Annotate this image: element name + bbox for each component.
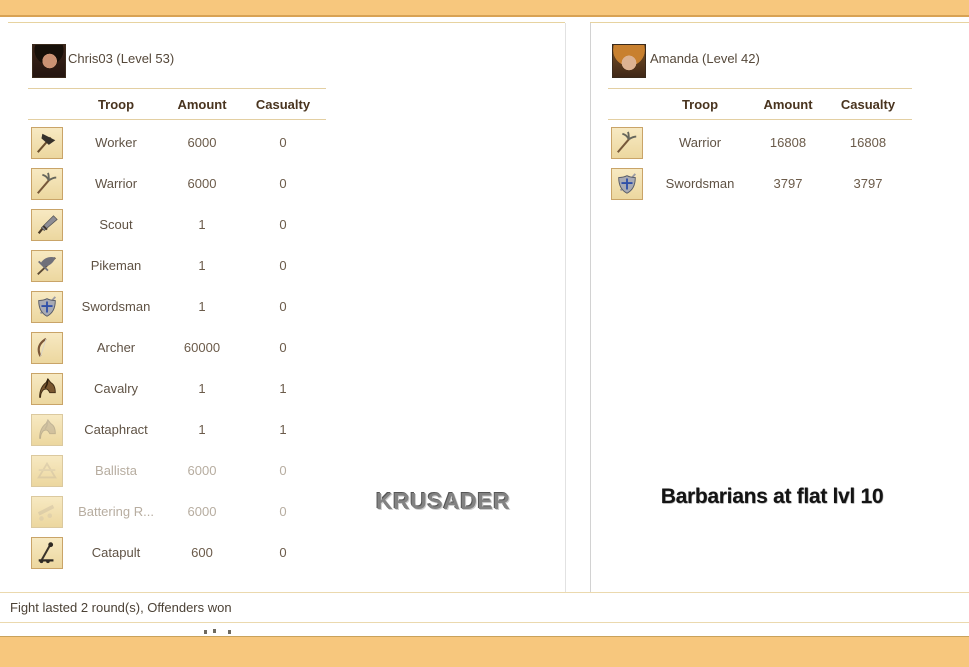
troop-name: Cataphract	[84, 422, 148, 437]
troop-name: Battering R...	[78, 504, 154, 519]
troop-casualty: 0	[279, 217, 287, 232]
clipped-text-artifact	[204, 630, 207, 634]
left-panel-top-border	[8, 22, 565, 23]
troop-casualty: 16808	[849, 135, 887, 150]
troop-amount: 1	[198, 299, 206, 314]
battle-result-text: Fight lasted 2 round(s), Offenders won	[10, 600, 232, 615]
dagger-icon	[31, 209, 63, 241]
battering-ram-icon	[31, 496, 63, 528]
defender-rows	[608, 120, 912, 204]
troop-amount: 16808	[769, 135, 807, 150]
clipped-text-artifact	[213, 629, 216, 633]
watermark-attacker: KRUSADER	[376, 488, 511, 514]
troop-casualty: 0	[279, 135, 287, 150]
defender-avatar	[612, 44, 646, 78]
header-troop: Troop	[97, 96, 135, 112]
troop-name: Catapult	[91, 545, 141, 560]
troop-row	[28, 368, 326, 409]
troop-casualty: 0	[279, 299, 287, 314]
bottom-bar	[0, 636, 969, 667]
troop-casualty: 1	[279, 381, 287, 396]
defender-name: Amanda (Level 42)	[650, 51, 760, 66]
troop-amount: 6000	[187, 463, 217, 478]
pitchfork-icon	[31, 168, 63, 200]
shield-sword-icon	[611, 168, 643, 200]
troop-name: Ballista	[95, 463, 137, 478]
troop-name: Warrior	[678, 135, 722, 150]
defender-troop-table	[608, 88, 912, 204]
header-casualty: Casualty	[840, 96, 896, 112]
troop-amount: 6000	[187, 504, 217, 519]
troop-amount: 600	[191, 545, 213, 560]
footer-divider-bottom	[0, 622, 969, 623]
footer-divider-top	[0, 592, 969, 593]
troop-row	[28, 532, 326, 573]
troop-row	[28, 286, 326, 327]
troop-row	[28, 163, 326, 204]
troop-amount: 1	[198, 217, 206, 232]
troop-casualty: 0	[279, 258, 287, 273]
troop-casualty: 0	[279, 545, 287, 560]
troop-row	[28, 204, 326, 245]
troop-amount: 1	[198, 258, 206, 273]
table-header	[28, 88, 326, 120]
watermark-defender: Barbarians at flat lvl 10	[660, 485, 884, 508]
header-amount: Amount	[177, 96, 227, 112]
troop-row	[28, 450, 326, 491]
shield-sword-icon	[31, 291, 63, 323]
troop-row	[28, 122, 326, 163]
troop-casualty: 0	[279, 504, 287, 519]
troop-row	[28, 409, 326, 450]
troop-amount: 3797	[773, 176, 803, 191]
troop-casualty: 0	[279, 463, 287, 478]
troop-casualty: 0	[279, 176, 287, 191]
right-panel-left-border	[590, 23, 591, 592]
catapult-icon	[31, 537, 63, 569]
troop-amount: 6000	[187, 135, 217, 150]
troop-row	[28, 491, 326, 532]
troop-amount: 1	[198, 422, 206, 437]
troop-row	[28, 327, 326, 368]
attacker-troop-table	[28, 88, 326, 573]
table-header	[608, 88, 912, 120]
left-panel-right-border	[565, 23, 566, 592]
top-bar	[0, 0, 969, 17]
clipped-text-artifact	[228, 630, 231, 634]
horse-icon	[31, 373, 63, 405]
attacker-avatar	[32, 44, 66, 78]
header-amount: Amount	[763, 96, 813, 112]
troop-name: Swordsman	[665, 176, 735, 191]
troop-casualty: 1	[279, 422, 287, 437]
troop-name: Archer	[96, 340, 136, 355]
troop-casualty: 3797	[853, 176, 883, 191]
troop-casualty: 0	[279, 340, 287, 355]
header-troop: Troop	[681, 96, 719, 112]
troop-name: Worker	[95, 135, 137, 150]
troop-row	[608, 122, 912, 163]
pitchfork-icon	[611, 127, 643, 159]
troop-amount: 6000	[187, 176, 217, 191]
troop-name: Warrior	[94, 176, 138, 191]
right-panel-top-border	[590, 22, 969, 23]
troop-name: Swordsman	[81, 299, 151, 314]
bow-icon	[31, 332, 63, 364]
troop-amount: 60000	[183, 340, 221, 355]
troop-row	[28, 245, 326, 286]
armored-horse-icon	[31, 414, 63, 446]
header-casualty: Casualty	[255, 96, 311, 112]
troop-amount: 1	[198, 381, 206, 396]
troop-row	[608, 163, 912, 204]
attacker-rows	[28, 120, 326, 573]
troop-name: Cavalry	[93, 381, 139, 396]
troop-name: Pikeman	[90, 258, 142, 273]
ballista-icon	[31, 455, 63, 487]
halberd-icon	[31, 250, 63, 282]
troop-name: Scout	[99, 217, 133, 232]
attacker-name: Chris03 (Level 53)	[68, 51, 175, 66]
hoe-icon	[31, 127, 63, 159]
